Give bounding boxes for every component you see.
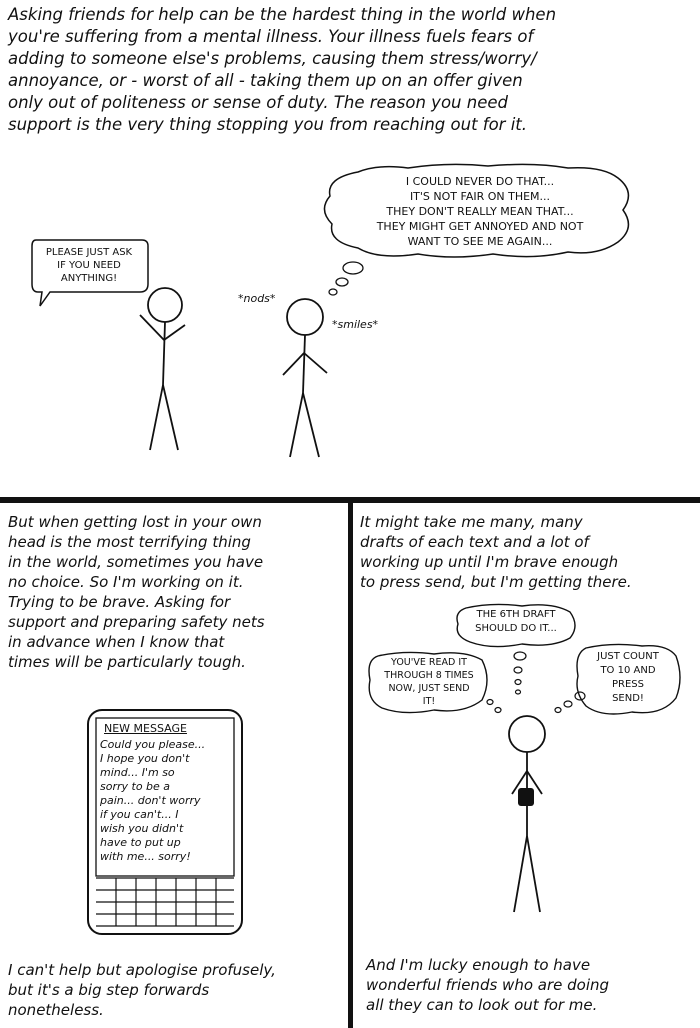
speech-text: PLEASE JUST ASK IF YOU NEED ANYTHING! (45, 247, 133, 284)
panel-1-caption: Asking friends for help can be the hardest thing in the world when you're suffering from a mental illness. Your illness fuels fears of adding to someone else's problems, causing them stress/worry/ annoyance, or - worst of all - taking them up on an offer given only out of politeness or sense of duty. The reason you need support is the very thing stopping you from reaching out for it. (8, 5, 557, 134)
thought-text: I COULD NEVER DO THAT... IT'S NOT FAIR ON THEM... THEY DON'T REALLY MEAN THAT... THEY MIGHT GET ANNOYED AND NOT WANT TO SEE ME AGAIN... (376, 175, 584, 248)
stick-figure-texting (492, 716, 572, 916)
phone-in-hand-icon (518, 788, 534, 806)
thought-top-text: THE 6TH DRAFT SHOULD DO IT... (475, 609, 557, 634)
phone-message-title: NEW MESSAGE (104, 722, 187, 735)
panel-3-bottom-text: And I'm lucky enough to have wonderful friends who are doing all they can to look out for me. (366, 956, 610, 1014)
panel-2-caption: But when getting lost in your own head is the most terrifying thing in the world, sometimes you have no choice. So I'm working on it. Trying to be brave. Asking for support and preparing safety nets in advance when I know that times will be particularly tough. (8, 513, 265, 671)
thought-bubbles (480, 640, 600, 720)
stick-figure-narrator (275, 295, 355, 465)
thought-left-text: YOU'VE READ IT THROUGH 8 TIMES NOW, JUST SEND IT! (384, 657, 474, 707)
panel-3-caption: It might take me many, many drafts of each text and a lot of working up until I'm brave enough to press send, but I'm getting there. (360, 513, 632, 591)
panel-2-bottom-text: I can't help but apologise profusely, but it's a big step forwards nonetheless. (8, 961, 276, 1019)
phone-message-text: Could you please... I hope you don't mind... I'm so sorry to be a pain... don't worry if you can't... I wish you didn't have to put up with me... sorry! (100, 738, 206, 863)
thought-right-text: JUST COUNT TO 10 AND PRESS SEND! (597, 651, 659, 704)
nods-label: *nods* (238, 292, 276, 305)
panel-1 (0, 0, 700, 495)
stick-figure-friend (130, 285, 210, 465)
smiles-label: *smiles* (332, 318, 379, 331)
